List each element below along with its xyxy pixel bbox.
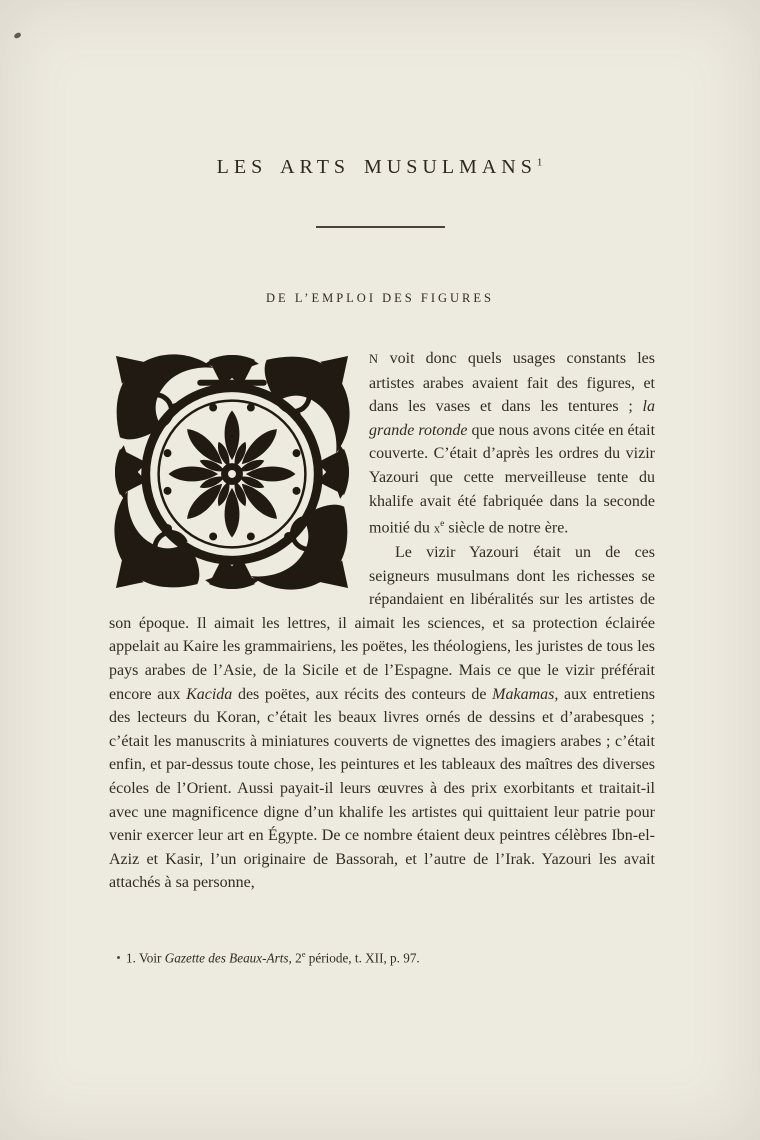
title-text: LES ARTS MUSULMANS bbox=[216, 156, 537, 178]
text-block bbox=[109, 347, 655, 895]
italic-term-kacida: Kacida bbox=[186, 685, 233, 703]
footnote-number-segment: 1. Voir bbox=[126, 950, 165, 966]
ink-speck-2 bbox=[117, 956, 120, 959]
text-segment: aux entretiens des lecteurs du Koran, c’était les beaux livres ornés de dessins et d’arabesques ; c’était les manuscrits à miniatures couverts de vignettes des imagiers arabes ; c’était enfin, et par-dessus toute chose, les peintures et les tableaux des maîtres des diverses écoles de l’Orient. Aussi payait-il leurs œuvres à des prix exorbitants et traitait-il avec une magnificence digne d’un khalife les artistes qui quittaient leur patrie pour venir exercer leur art en Égypte. De ce nombre étaient deux peintres célèbres Ibn-el-Aziz et Kasir, l’un originaire de Bassorah, et l’autre de l’Irak. Yazouri les avait attachés à sa personne, bbox=[109, 685, 656, 892]
italic-term-makamas: Makamas, bbox=[492, 685, 559, 703]
paragraph-1 bbox=[109, 347, 655, 541]
text-segment: siècle de notre ère. bbox=[444, 519, 569, 537]
ordinal-superscript: e bbox=[440, 519, 445, 530]
roman-numeral-x: x bbox=[433, 521, 441, 536]
italic-term-rotonde: la grande rotonde bbox=[369, 398, 655, 439]
text-segment: des poëtes, aux récits des conteurs de bbox=[232, 685, 493, 703]
page-title bbox=[0, 156, 760, 179]
title-footnote-mark: 1 bbox=[536, 156, 544, 169]
section-heading: DE L’EMPLOI DES FIGURES bbox=[266, 291, 494, 305]
text-segment: Le vizir Yazouri était un de ces seigneurs musulmans dont les richesses se répandaient en libéralités sur les artistes de son époque. Il aimait les lettres, il aimait les sciences, et sa protection éclairée appelait au Kaire les grammairiens, les poëtes, les théologiens, les juristes de tous les pays arabes de l’Asie, de la Sicile et de l’Espagne. Mais ce que le vizir préférait encore aux bbox=[109, 544, 655, 703]
text-segment: période, t. XII, p. 97. bbox=[305, 950, 420, 966]
footnote-journal-title: Gazette des Beaux-Arts, bbox=[164, 950, 292, 966]
text-segment: que nous avons citée en était couverte. C’était d’après les ordres du vizir Yazouri que cette merveilleuse tente du khalife avait été fabriquée dans la seconde moitié du bbox=[369, 421, 656, 537]
dropcap-ornament-O-icon bbox=[109, 350, 355, 594]
text-segment: voit donc quels usages constants les artistes arabes avaient fait des figures, et dans les vases et dans les tentures ; bbox=[369, 350, 655, 416]
ink-speck bbox=[13, 32, 21, 39]
paragraph-2 bbox=[109, 541, 655, 895]
text-segment: 2 bbox=[291, 950, 302, 966]
ordinal-superscript: e bbox=[301, 949, 306, 959]
footnote bbox=[126, 949, 638, 966]
leading-smallcap: N bbox=[369, 352, 379, 366]
title-divider bbox=[316, 226, 445, 228]
